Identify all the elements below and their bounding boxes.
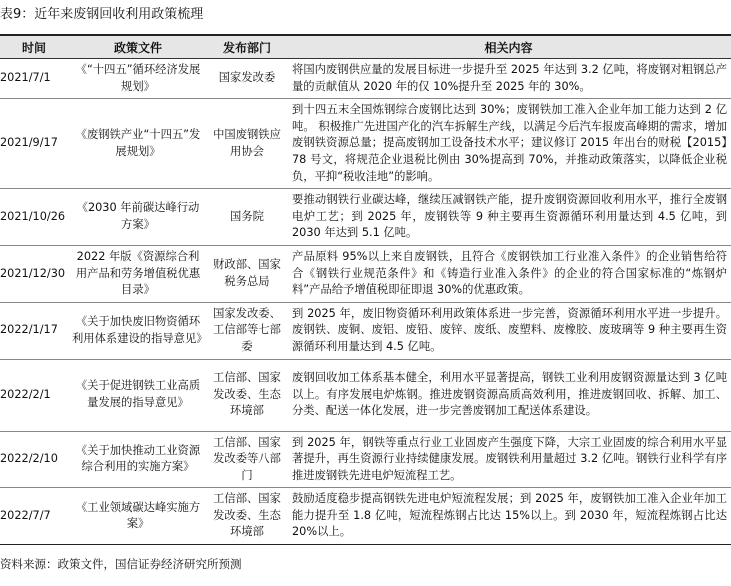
- policy-document-cell: 《废钢铁产业“十四五”发展规划》: [68, 99, 208, 189]
- table-row: [0, 245, 731, 302]
- issuing-department-cell: 工信部、国家发改委、生态环境部: [208, 359, 286, 431]
- issuing-department-cell: 国家发改委: [208, 59, 286, 99]
- related-content-cell: 废钢回收加工体系基本健全，利用水平显著提高，钢铁工业利用废钢资源量达到 3 亿吨以上。有序发展电炉炼钢。推进废钢资源高质高效利用，推进废钢回收、拆解、加工、分类、配送一体化发展，进一步完善废钢加工配送体系建设。: [286, 359, 731, 431]
- related-content-cell: 到 2025 年，钢铁等重点行业工业固废产生强度下降，大宗工业固废的综合利用水平显著提升，再生资源行业持续健康发展。废钢铁利用量超过 3.2 亿吨。钢铁行业科学有序推进废钢铁先进电炉短流程工艺。: [286, 431, 731, 488]
- policy-document-cell: 《2030 年前碳达峰行动方案》: [68, 189, 208, 246]
- table-row: [0, 59, 731, 99]
- header-policy-document: 政策文件: [68, 35, 208, 59]
- time-cell: 2021/9/17: [0, 99, 68, 189]
- time-cell: 2022/7/7: [0, 488, 68, 545]
- related-content-cell: 要推动钢铁行业碳达峰，继续压减钢铁产能，提升废钢资源回收利用水平，推行全废钢电炉工艺；到 2025 年，废钢铁等 9 种主要再生资源循环利用量达到 4.5 亿吨，到 2030 年达到 5.1 亿吨。: [286, 189, 731, 246]
- header-related-content: 相关内容: [286, 35, 731, 59]
- header-issuing-department: 发布部门: [208, 35, 286, 59]
- table-row: [0, 431, 731, 488]
- table-row: [0, 302, 731, 359]
- source-note: 资料来源：政策文件，国信证券经济研究所预测: [0, 557, 242, 571]
- time-cell: 2022/2/10: [0, 431, 68, 488]
- policy-document-cell: 《“十四五”循环经济发展规划》: [68, 59, 208, 99]
- issuing-department-cell: 国家发改委、工信部等七部委: [208, 302, 286, 359]
- time-cell: 2021/10/26: [0, 189, 68, 246]
- related-content-cell: 鼓励适度稳步提高钢铁先进电炉短流程发展；到 2025 年，废钢铁加工准入企业年加工能力提升至 1.8 亿吨，短流程炼钢占比达 15%以上。到 2030 年，短流程炼钢占比达 20%以上。: [286, 488, 731, 545]
- table-row: [0, 99, 731, 189]
- header-time: 时间: [0, 35, 68, 59]
- policy-document-cell: 《关于加快废旧物资循环利用体系建设的指导意见》: [68, 302, 208, 359]
- policy-table-container: [0, 34, 731, 545]
- policy-document-cell: 2022 年版《资源综合利用产品和劳务增值税优惠目录》: [68, 245, 208, 302]
- time-cell: 2022/2/1: [0, 359, 68, 431]
- issuing-department-cell: 国务院: [208, 189, 286, 246]
- time-cell: 2021/12/30: [0, 245, 68, 302]
- table-caption: 表9：近年来废钢回收利用政策梳理: [0, 7, 204, 22]
- policy-document-cell: 《工业领域碳达峰实施方案》: [68, 488, 208, 545]
- table-row: [0, 359, 731, 431]
- table-row: [0, 488, 731, 545]
- issuing-department-cell: 中国废钢铁应用协会: [208, 99, 286, 189]
- related-content-cell: 产品原料 95%以上来自废钢铁，且符合《废钢铁加工行业准入条件》的企业销售给符合《钢铁行业规范条件》和《铸造行业准入条件》的企业的符合国家标准的“炼钢炉料”产品给予增值税即征即退 30%的优惠政策。: [286, 245, 731, 302]
- time-cell: 2021/7/1: [0, 59, 68, 99]
- policy-document-cell: 《关于促进钢铁工业高质量发展的指导意见》: [68, 359, 208, 431]
- related-content-cell: 到 2025 年，废旧物资循环利用政策体系进一步完善，资源循环利用水平进一步提升。废钢铁、废铜、废铝、废铅、废锌、废纸、废塑料、废橡胶、废玻璃等 9 种主要再生资源循环利用量达到 4.5 亿吨。: [286, 302, 731, 359]
- issuing-department-cell: 工信部、国家发改委等八部门: [208, 431, 286, 488]
- table-row: [0, 189, 731, 246]
- related-content-cell: 到十四五末全国炼钢综合废钢比达到 30%；废钢铁加工准入企业年加工能力达到 2 亿吨。 积极推广先进国产化的汽车拆解生产线，以满足今后汽车报废高峰期的需求，增加废钢铁资源总量；提高废钢加工设备技术水平；建议修订 2015 年出台的财税【2015】78 号文，将规范企业退税比例由 30%提高到 70%，并推动政策落实，以降低企业税负，平抑“税收洼地”的影响。: [286, 99, 731, 189]
- table-header-row: [0, 35, 731, 59]
- related-content-cell: 将国内废钢供应量的发展目标进一步提升至 2025 年达到 3.2 亿吨，将废钢对粗钢总产量的贡献值从 2020 年的仅 10%提升至 2025 年的 30%。: [286, 59, 731, 99]
- issuing-department-cell: 财政部、国家税务总局: [208, 245, 286, 302]
- policy-document-cell: 《关于加快推动工业资源综合利用的实施方案》: [68, 431, 208, 488]
- policy-table: [0, 34, 731, 545]
- issuing-department-cell: 工信部、国家发改委、生态环境部: [208, 488, 286, 545]
- time-cell: 2022/1/17: [0, 302, 68, 359]
